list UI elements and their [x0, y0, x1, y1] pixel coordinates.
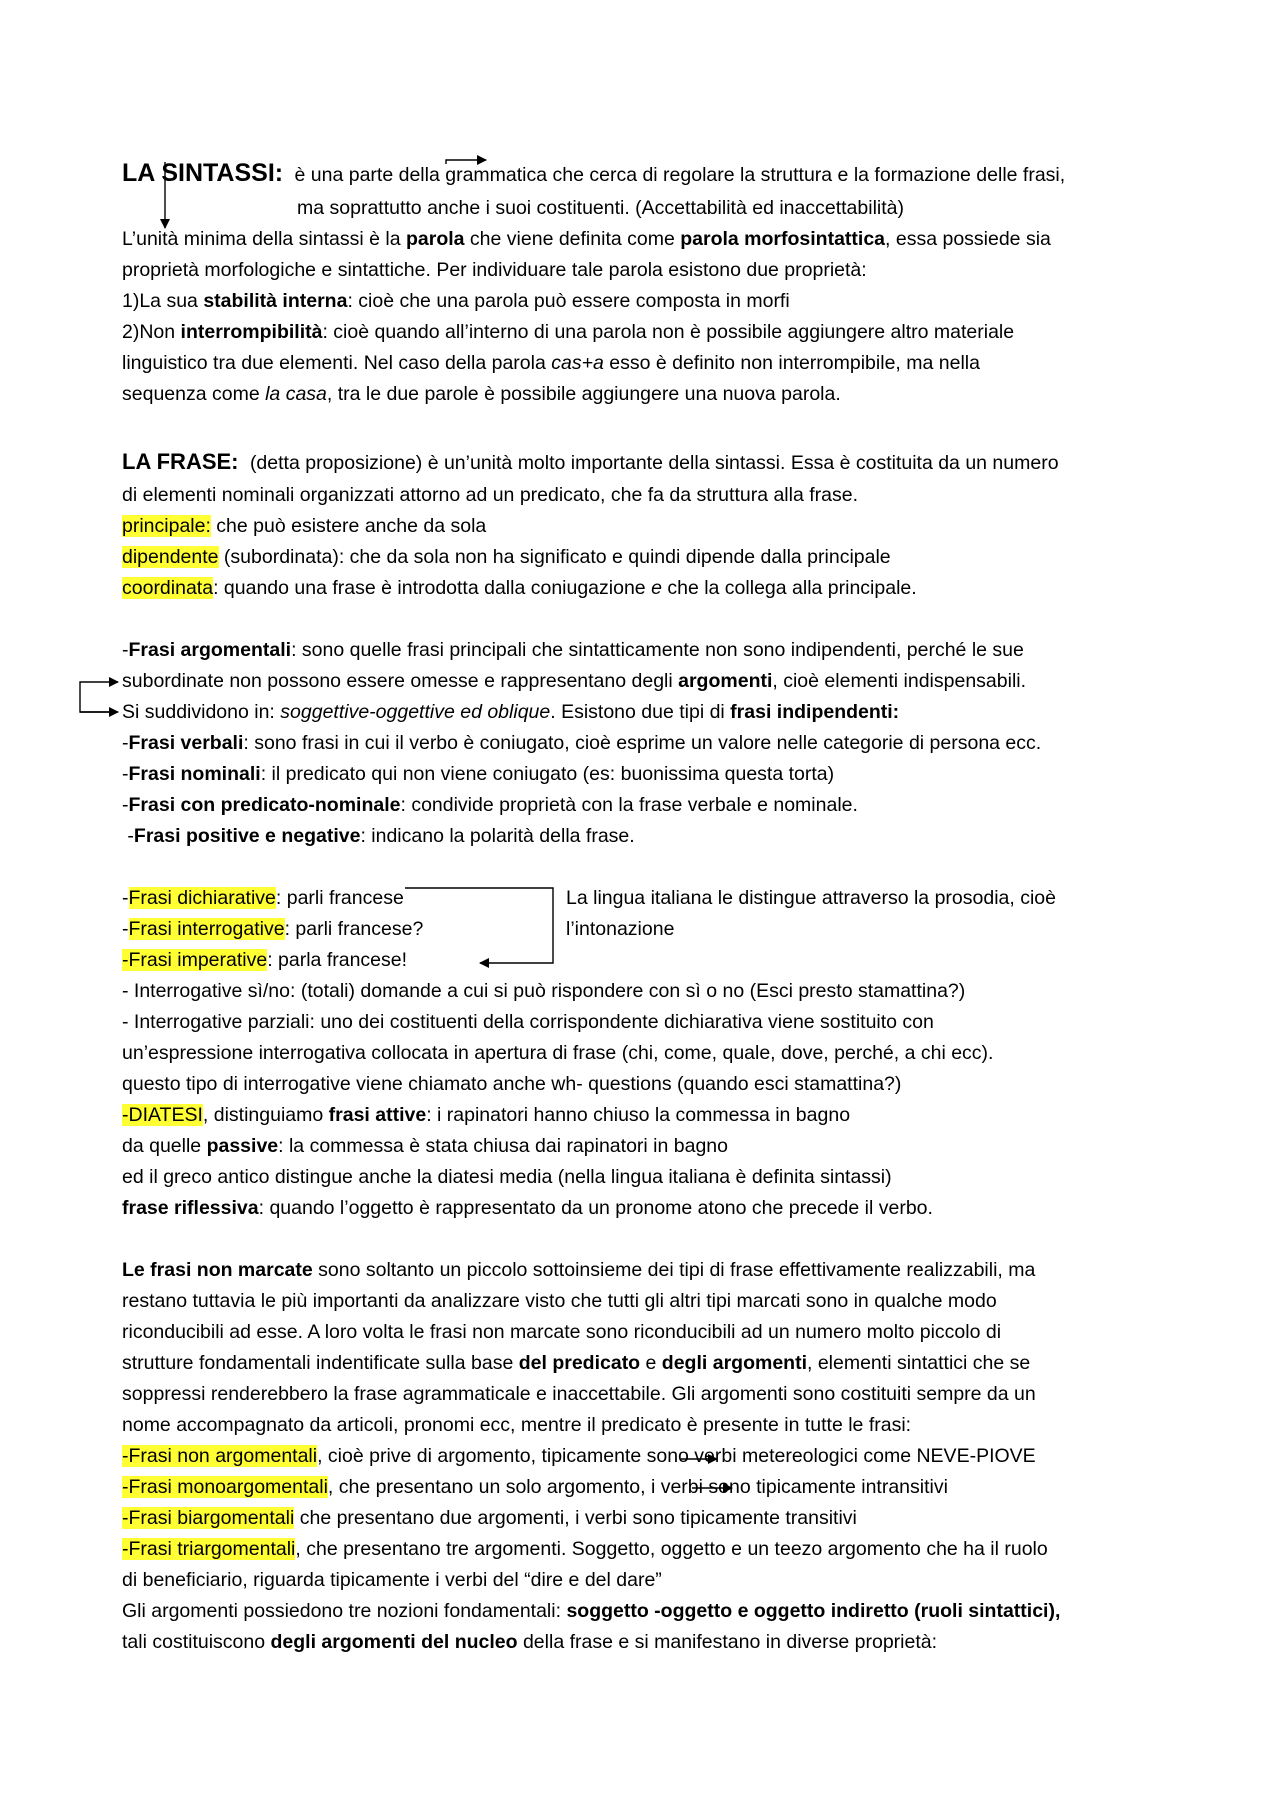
bracket-arrow-icon	[405, 888, 553, 963]
paragraph-line: -Frasi positive e negative: indicano la polarità della frase.	[122, 825, 635, 847]
paragraph-line: tali costituiscono degli argomenti del nucleo della frase e si manifestano in diverse proprietà:	[122, 1631, 938, 1653]
paragraph-line: -Frasi nominali: il predicato qui non viene coniugato (es: buonissima questa torta)	[122, 763, 835, 785]
paragraph-line: L’unità minima della sintassi è la parola che viene definita come parola morfosintattica, essa possiede sia	[122, 228, 1051, 250]
highlight: Frasi interrogative	[128, 918, 285, 940]
highlight: -Frasi monoargomentali	[122, 1476, 328, 1498]
paragraph-line: restano tuttavia le più importanti da analizzare visto che tutti gli altri tipi marcati sono in qualche modo	[122, 1290, 997, 1312]
paragraph-line: da quelle passive: la commessa è stata chiusa dai rapinatori in bagno	[122, 1135, 728, 1157]
section-title-frase: LA FRASE:	[122, 449, 239, 474]
paragraph-line: - Interrogative sì/no: (totali) domande a cui si può rispondere con sì o no (Esci presto stamattina?)	[122, 980, 966, 1002]
paragraph-line: strutture fondamentali indentificate sulla base del predicato e degli argomenti, elementi sintattici che se	[122, 1352, 1031, 1374]
paragraph-line: subordinate non possono essere omesse e rappresentano degli argomenti, cioè elementi indispensabili.	[122, 670, 1027, 692]
paragraph-line: -Frasi imperative: parla francese!	[122, 949, 408, 971]
side-note: La lingua italiana le distingue attraverso la prosodia, cioè	[566, 887, 1056, 909]
paragraph-line: -Frasi verbali: sono frasi in cui il verbo è coniugato, cioè esprime un valore nelle categorie di persona ecc.	[122, 732, 1042, 754]
paragraph-line: coordinata: quando una frase è introdotta dalla coniugazione e che la collega alla principale.	[122, 577, 917, 599]
paragraph-line: -Frasi interrogative: parli francese?	[122, 918, 424, 940]
section-title-sintassi: LA SINTASSI:	[122, 159, 284, 187]
paragraph-line: nome accompagnato da articoli, pronomi ecc, mentre il predicato è presente in tutte le frasi:	[122, 1414, 912, 1436]
highlight: -Frasi triargomentali	[122, 1538, 296, 1560]
paragraph-line: 1)La sua stabilità interna: cioè che una parola può essere composta in morfi	[122, 290, 790, 312]
paragraph-line: - Interrogative parziali: uno dei costituenti della corrispondente dichiarativa viene sostituito con	[122, 1011, 934, 1033]
highlight: coordinata	[122, 577, 214, 599]
paragraph-line: linguistico tra due elementi. Nel caso della parola cas+a esso è definito non interrompibile, ma nella	[122, 352, 980, 374]
paragraph-line: ed il greco antico distingue anche la diatesi media (nella lingua italiana è definita sintassi)	[122, 1166, 892, 1188]
highlight: -Frasi non argomentali	[122, 1445, 318, 1467]
paragraph-line: -Frasi dichiarative: parli francese	[122, 887, 404, 909]
paragraph-line: -Frasi triargomentali, che presentano tre argomenti. Soggetto, oggetto e un teezo argomento che ha il ruolo	[122, 1538, 1048, 1560]
paragraph-line: questo tipo di interrogative viene chiamato anche wh- questions (quando esci stamattina?)	[122, 1073, 902, 1095]
highlight: dipendente	[122, 546, 219, 568]
paragraph-line: -DIATESI, distinguiamo frasi attive: i rapinatori hanno chiuso la commessa in bagno	[122, 1104, 851, 1126]
paragraph-line: frase riflessiva: quando l’oggetto è rappresentato da un pronome atono che precede il verbo.	[122, 1197, 933, 1219]
paragraph-line: sequenza come la casa, tra le due parole è possibile aggiungere una nuova parola.	[122, 383, 841, 405]
sintassi-heading-line	[122, 158, 1065, 191]
paragraph-line: -Frasi argomentali: sono quelle frasi principali che sintatticamente non sono indipendenti, perché le sue	[122, 639, 1024, 661]
paragraph-line: un’espressione interrogativa collocata in apertura di frase (chi, come, quale, dove, perché, a chi ecc).	[122, 1042, 994, 1064]
highlight: Frasi dichiarative	[128, 887, 276, 909]
highlight: -DIATESI	[122, 1104, 203, 1126]
paragraph-line: Si suddividono in: soggettive-oggettive ed oblique. Esistono due tipi di frasi indipendenti:	[122, 701, 900, 723]
paragraph-line: -Frasi non argomentali, cioè prive di argomento, tipicamente sono verbi metereologici come NEVE-PIOVE	[122, 1445, 1036, 1467]
paragraph-line: ma soprattutto anche i suoi costituenti. (Accettabilità ed inaccettabilità)	[297, 197, 904, 219]
paragraph-line: 2)Non interrompibilità: cioè quando all’interno di una parola non è possibile aggiungere altro materiale	[122, 321, 1015, 343]
paragraph-line: di elementi nominali organizzati attorno ad un predicato, che fa da struttura alla frase.	[122, 484, 859, 506]
highlight: -Frasi imperative	[122, 949, 268, 971]
paragraph-line: Gli argomenti possiedono tre nozioni fondamentali: soggetto -oggetto e oggetto indiretto (ruoli sintattici),	[122, 1600, 1061, 1622]
highlight: -Frasi biargomentali	[122, 1507, 295, 1529]
paragraph-line: principale: che può esistere anche da sola	[122, 515, 487, 537]
paragraph-line: è una parte della grammatica che cerca di regolare la struttura e la formazione delle frasi,	[294, 164, 1066, 186]
paragraph-line: soppressi renderebbero la frase agrammaticale e inaccettabile. Gli argomenti sono costituiti sempre da un	[122, 1383, 1036, 1405]
paragraph-line: -Frasi con predicato-nominale: condivide proprietà con la frase verbale e nominale.	[122, 794, 858, 816]
paragraph-line: riconducibili ad esse. A loro volta le frasi non marcate sono riconducibili ad un numero molto piccolo di	[122, 1321, 1002, 1343]
highlight: principale:	[122, 515, 211, 537]
paragraph-line: dipendente (subordinata): che da sola non ha significato e quindi dipende dalla principale	[122, 546, 891, 568]
paragraph-line: Le frasi non marcate sono soltanto un piccolo sottoinsieme dei tipi di frase effettivamente realizzabili, ma	[122, 1259, 1036, 1281]
paragraph-line: proprietà morfologiche e sintattiche. Per individuare tale parola esistono due proprietà:	[122, 259, 867, 281]
bracket-arrow-icon	[80, 682, 118, 712]
paragraph-line: -Frasi biargomentali che presentano due argomenti, i verbi sono tipicamente transitivi	[122, 1507, 857, 1529]
side-note: l’intonazione	[566, 918, 675, 940]
paragraph-line: -Frasi monoargomentali, che presentano un solo argomento, i verbi sono tipicamente intransitivi	[122, 1476, 948, 1498]
paragraph-line: di beneficiario, riguarda tipicamente i verbi del “dire e del dare”	[122, 1569, 662, 1591]
frase-heading-line: LA FRASE: (detta proposizione) è un’unità molto importante della sintassi. Essa è costituita da un numero	[122, 449, 1059, 474]
